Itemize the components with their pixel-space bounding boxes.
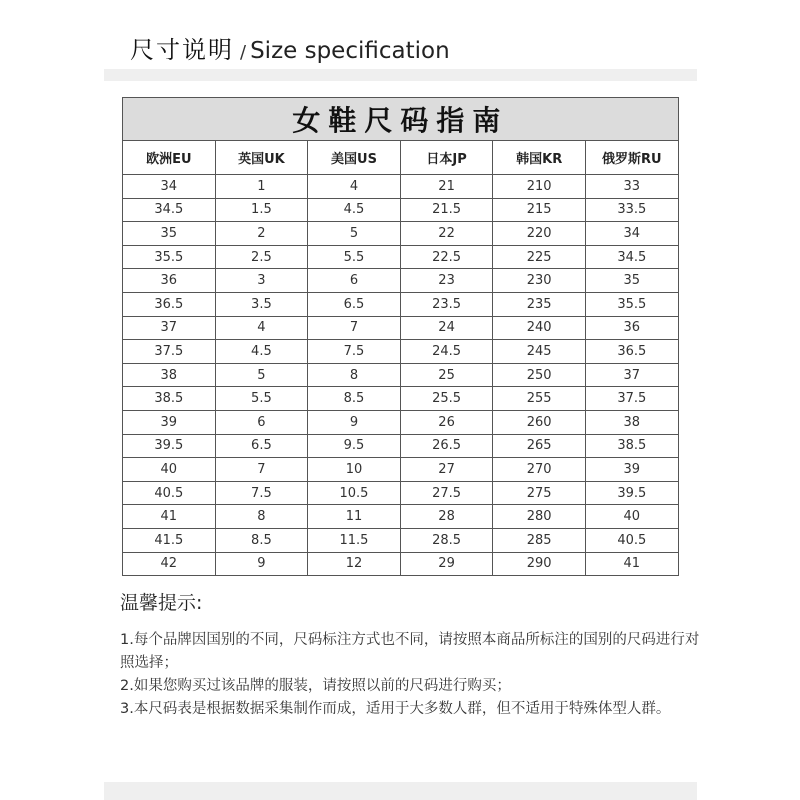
table-cell: 29 [400,552,493,576]
table-cell: 34.5 [123,198,216,222]
table-cell: 33.5 [585,198,678,222]
table-cell: 7 [308,316,401,340]
table-cell: 11.5 [308,528,401,552]
table-cell: 6.5 [308,292,401,316]
table-cell: 6.5 [215,434,308,458]
table-cell: 10 [308,458,401,482]
table-cell: 4.5 [215,340,308,364]
table-cell: 215 [493,198,586,222]
table-cell: 23.5 [400,292,493,316]
table-cell: 21 [400,175,493,199]
table-cell: 24 [400,316,493,340]
table-cell: 8.5 [308,387,401,411]
table-cell: 37 [585,363,678,387]
table-cell: 10.5 [308,481,401,505]
table-cell: 265 [493,434,586,458]
table-cell: 210 [493,175,586,199]
table-cell: 5.5 [215,387,308,411]
tips-section [120,588,700,721]
table-cell: 26 [400,410,493,434]
table-cell: 36.5 [123,292,216,316]
table-cell: 22 [400,222,493,246]
table-cell: 7.5 [308,340,401,364]
table-cell: 24.5 [400,340,493,364]
table-cell: 33 [585,175,678,199]
table-row [123,245,679,269]
table-row [123,387,679,411]
tip-line: 3.本尺码表是根据数据采集制作而成，适用于大多数人群，但不适用于特殊体型人群。 [120,701,671,717]
table-cell: 39.5 [123,434,216,458]
table-cell: 235 [493,292,586,316]
table-cell: 4.5 [308,198,401,222]
tips-title: 温馨提示: [120,592,203,614]
table-row [123,175,679,199]
table-row [123,481,679,505]
table-cell: 38 [123,363,216,387]
size-table [122,97,679,576]
table-cell: 35.5 [123,245,216,269]
column-header: 韩国KR [493,141,586,175]
table-cell: 230 [493,269,586,293]
table-cell: 2.5 [215,245,308,269]
column-header: 俄罗斯RU [585,141,678,175]
table-row [123,434,679,458]
table-cell: 41.5 [123,528,216,552]
table-header-row [123,141,679,175]
table-row [123,269,679,293]
table-row [123,340,679,364]
column-header: 英国UK [215,141,308,175]
table-cell: 8 [308,363,401,387]
table-cell: 290 [493,552,586,576]
tip-line: 1.每个品牌因国别的不同，尺码标注方式也不同，请按照本商品所标注的国别的尺码进行对照选择； [120,632,700,671]
top-divider-band [104,69,697,81]
table-cell: 6 [215,410,308,434]
size-table-container [122,97,678,576]
table-cell: 6 [308,269,401,293]
table-cell: 27 [400,458,493,482]
table-cell: 9 [308,410,401,434]
table-cell: 37 [123,316,216,340]
table-cell: 3 [215,269,308,293]
table-cell: 8 [215,505,308,529]
table-cell: 21.5 [400,198,493,222]
table-title-row [123,98,679,141]
table-cell: 40.5 [123,481,216,505]
table-cell: 8.5 [215,528,308,552]
table-cell: 34 [585,222,678,246]
table-cell: 4 [215,316,308,340]
table-cell: 28 [400,505,493,529]
table-row [123,528,679,552]
table-cell: 240 [493,316,586,340]
table-cell: 220 [493,222,586,246]
table-cell: 36.5 [585,340,678,364]
table-cell: 34 [123,175,216,199]
table-row [123,363,679,387]
table-cell: 39.5 [585,481,678,505]
table-cell: 245 [493,340,586,364]
table-cell: 38.5 [585,434,678,458]
table-row [123,410,679,434]
column-header: 美国US [308,141,401,175]
size-guide-title: 女鞋尺码指南 [123,98,679,141]
table-cell: 9 [215,552,308,576]
table-row [123,316,679,340]
table-cell: 36 [123,269,216,293]
table-cell: 4 [308,175,401,199]
table-cell: 12 [308,552,401,576]
table-cell: 1.5 [215,198,308,222]
table-cell: 225 [493,245,586,269]
table-cell: 5 [308,222,401,246]
table-cell: 26.5 [400,434,493,458]
table-cell: 7 [215,458,308,482]
table-cell: 1 [215,175,308,199]
table-cell: 22.5 [400,245,493,269]
table-cell: 39 [585,458,678,482]
table-cell: 9.5 [308,434,401,458]
table-cell: 255 [493,387,586,411]
table-row [123,458,679,482]
table-cell: 41 [123,505,216,529]
table-cell: 35 [123,222,216,246]
table-cell: 40.5 [585,528,678,552]
table-row [123,222,679,246]
table-cell: 28.5 [400,528,493,552]
table-cell: 285 [493,528,586,552]
tip-line: 2.如果您购买过该品牌的服装，请按照以前的尺码进行购买； [120,678,511,694]
table-body [123,175,679,576]
table-row [123,505,679,529]
table-cell: 35.5 [585,292,678,316]
table-cell: 40 [123,458,216,482]
table-cell: 37.5 [585,387,678,411]
table-cell: 38 [585,410,678,434]
table-cell: 38.5 [123,387,216,411]
table-cell: 260 [493,410,586,434]
table-cell: 275 [493,481,586,505]
table-cell: 37.5 [123,340,216,364]
table-cell: 39 [123,410,216,434]
table-row [123,292,679,316]
column-header: 日本JP [400,141,493,175]
column-header: 欧洲EU [123,141,216,175]
table-cell: 27.5 [400,481,493,505]
table-row [123,198,679,222]
table-cell: 34.5 [585,245,678,269]
table-cell: 5 [215,363,308,387]
table-cell: 5.5 [308,245,401,269]
table-cell: 41 [585,552,678,576]
table-cell: 25 [400,363,493,387]
table-cell: 270 [493,458,586,482]
header-title-en: Size specification [250,38,450,64]
table-cell: 23 [400,269,493,293]
table-cell: 280 [493,505,586,529]
header-title-zh: 尺寸说明 [130,36,234,64]
table-cell: 7.5 [215,481,308,505]
table-cell: 42 [123,552,216,576]
table-cell: 11 [308,505,401,529]
table-cell: 25.5 [400,387,493,411]
table-row [123,552,679,576]
table-cell: 3.5 [215,292,308,316]
page-header [130,30,450,70]
header-separator: / [240,42,247,63]
table-cell: 40 [585,505,678,529]
table-cell: 250 [493,363,586,387]
table-cell: 2 [215,222,308,246]
table-cell: 36 [585,316,678,340]
table-cell: 35 [585,269,678,293]
bottom-divider-band [104,782,697,800]
